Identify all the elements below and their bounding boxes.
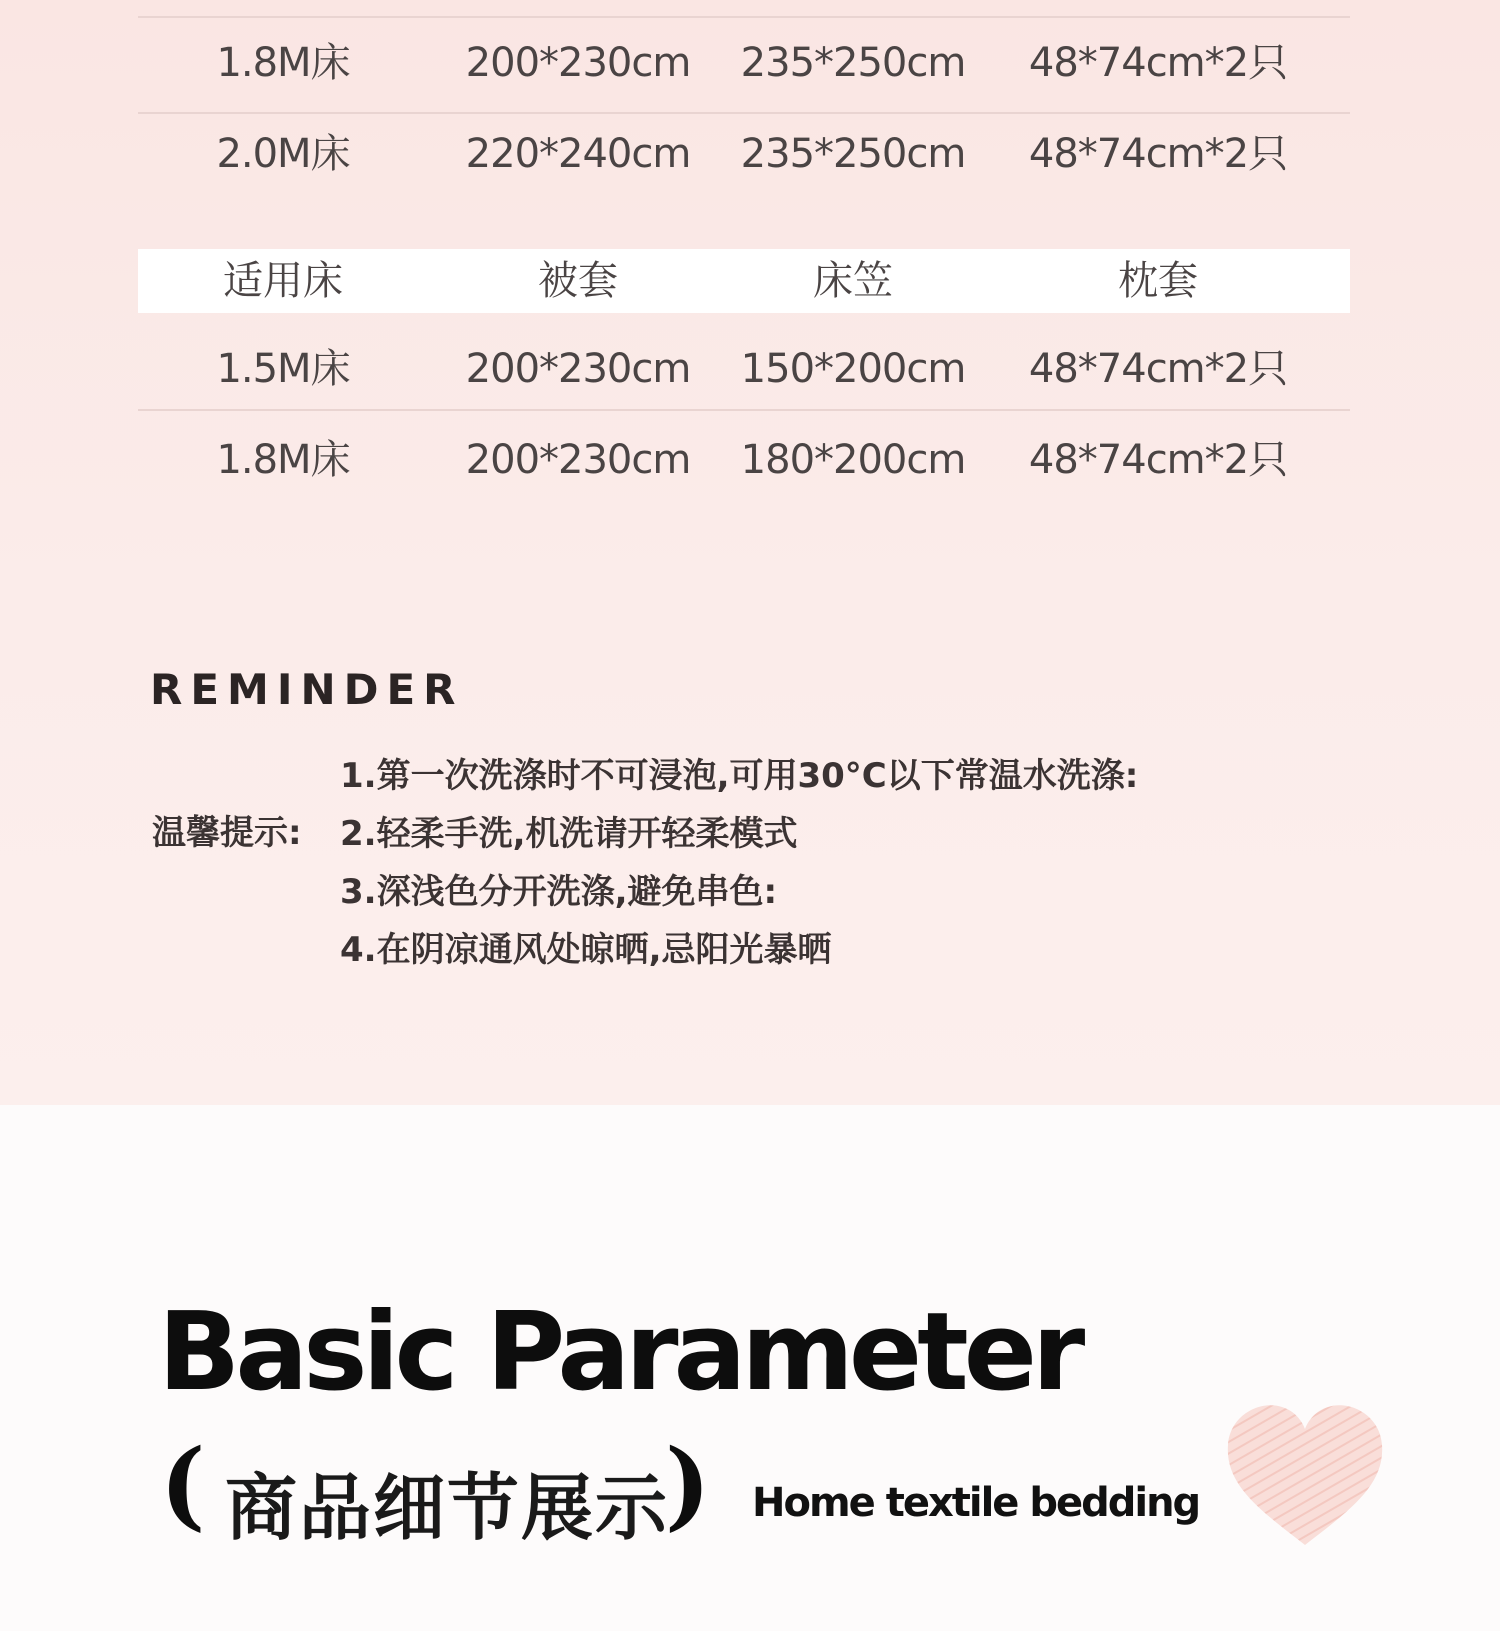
pillowcase-cell: 48*74cm*2只 — [1028, 437, 1288, 483]
bed-size-cell: 1.8M床 — [216, 437, 350, 483]
table-divider — [138, 409, 1350, 411]
pillowcase-cell: 48*74cm*2只 — [1028, 131, 1288, 177]
pillowcase-cell: 48*74cm*2只 — [1028, 40, 1288, 86]
bed-size-cell: 2.0M床 — [216, 131, 350, 177]
sheet-cell: 235*250cm — [740, 131, 966, 177]
subtitle-cn: 商品细节展示 — [225, 1466, 670, 1550]
table-row — [138, 430, 1350, 490]
subtitle-en: Home textile bedding — [752, 1480, 1200, 1526]
tip-item: 1.第一次洗涤时不可浸泡,可用30°C以下常温水洗涤: — [340, 756, 1139, 796]
bed-size-cell: 1.5M床 — [216, 346, 350, 392]
tips-label: 温馨提示: — [152, 813, 302, 853]
bed-size-cell: 1.8M床 — [216, 40, 350, 86]
fitted-sheet-cell: 150*200cm — [740, 346, 966, 392]
sheet-cell: 235*250cm — [740, 40, 966, 86]
reminder-heading: REMINDER — [150, 665, 464, 714]
tip-item: 3.深浅色分开洗涤,避免串色: — [340, 872, 778, 912]
section-title: Basic Parameter — [158, 1290, 1081, 1415]
tip-item: 2.轻柔手洗,机洗请开轻柔模式 — [340, 814, 798, 854]
table-row — [138, 124, 1350, 184]
open-paren: ( — [160, 1428, 206, 1541]
table-divider — [138, 16, 1350, 18]
header-duvet-cover: 被套 — [538, 258, 618, 304]
duvet-cover-cell: 200*230cm — [465, 40, 691, 86]
tip-item: 4.在阴凉通风处晾晒,忌阳光暴晒 — [340, 930, 832, 970]
header-bed: 适用床 — [223, 258, 343, 304]
header-fitted-sheet: 床笠 — [813, 258, 893, 304]
duvet-cover-cell: 200*230cm — [465, 437, 691, 483]
table-header-row — [138, 249, 1350, 313]
table-row — [138, 339, 1350, 399]
fitted-sheet-cell: 180*200cm — [740, 437, 966, 483]
table-row — [138, 33, 1350, 93]
close-paren: ) — [665, 1428, 711, 1541]
duvet-cover-cell: 200*230cm — [465, 346, 691, 392]
duvet-cover-cell: 220*240cm — [465, 131, 691, 177]
heart-icon — [1220, 1395, 1390, 1555]
pillowcase-cell: 48*74cm*2只 — [1028, 346, 1288, 392]
table-divider — [138, 112, 1350, 114]
header-pillowcase: 枕套 — [1118, 258, 1198, 304]
